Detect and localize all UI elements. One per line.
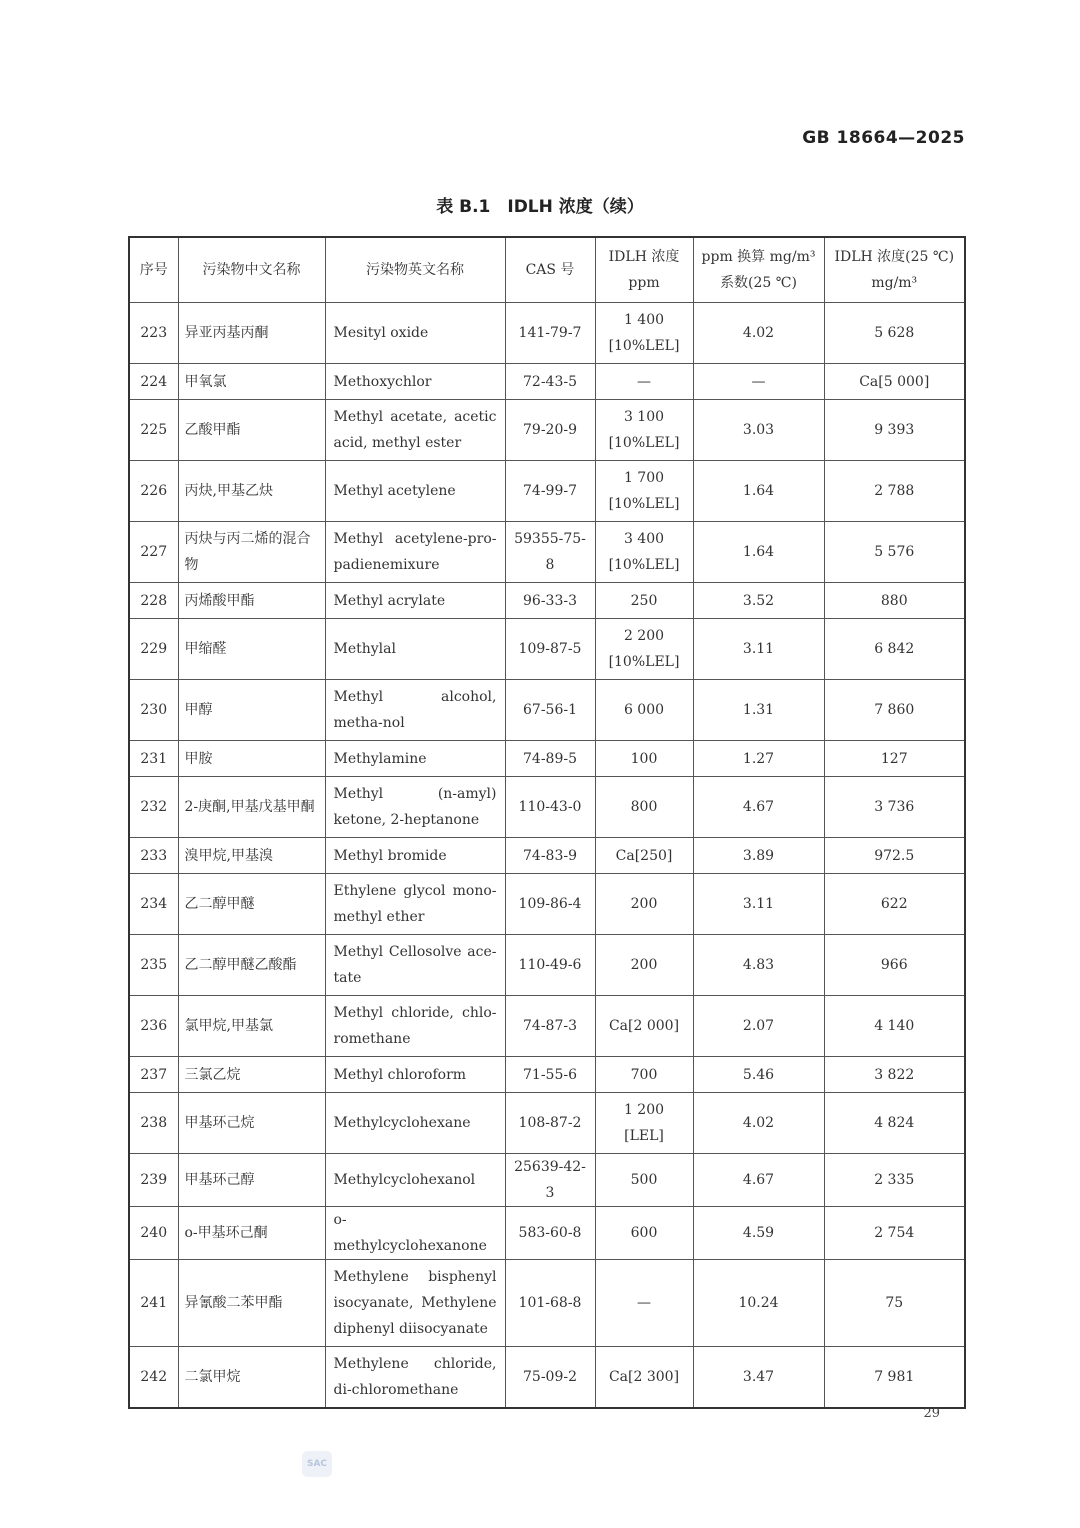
row-no: 227 [129,522,178,583]
row-english-name: Methylcyclohexanol [325,1154,505,1207]
row-cas: 109-86-4 [505,874,595,935]
row-no: 241 [129,1260,178,1347]
table-row [129,741,965,777]
table-row [129,1154,965,1207]
header-idlh-ppm-line1: IDLH 浓度 [608,249,680,265]
row-no: 230 [129,680,178,741]
row-factor: 5.46 [693,1057,824,1093]
row-chinese-name: 异亚丙基丙酮 [178,303,325,364]
row-idlh-ppm: 100 [595,741,693,777]
header-no: 序号 [129,237,178,303]
row-chinese-name: 丙烯酸甲酯 [178,583,325,619]
row-english-name: Methyl acetylene-pro-padienemixure [325,522,505,583]
row-factor: 3.89 [693,838,824,874]
row-idlh-ppm: 2 200 [10%LEL] [595,619,693,680]
header-idlh-ppm-line2: ppm [628,275,660,291]
row-idlh-mg: 2 335 [824,1154,965,1207]
table-row [129,364,965,400]
header-factor-line1: ppm 换算 mg/m³ [701,249,816,265]
table-row [129,777,965,838]
page-number: 29 [923,1406,940,1421]
row-cas: 108-87-2 [505,1093,595,1154]
table-row [129,874,965,935]
row-factor: 1.31 [693,680,824,741]
header-cas: CAS 号 [505,237,595,303]
row-cas: 67-56-1 [505,680,595,741]
row-idlh-ppm: Ca[250] [595,838,693,874]
row-english-name: Methyl acrylate [325,583,505,619]
row-idlh-mg: 5 628 [824,303,965,364]
row-idlh-mg: 4 824 [824,1093,965,1154]
row-cas: 75-09-2 [505,1347,595,1408]
row-chinese-name: 异氰酸二苯甲酯 [178,1260,325,1347]
row-chinese-name: 溴甲烷,甲基溴 [178,838,325,874]
row-idlh-mg: 7 860 [824,680,965,741]
row-english-name: Methyl Cellosolve ace-tate [325,935,505,996]
row-english-name: Methylal [325,619,505,680]
standard-number: GB 18664—2025 [802,128,965,148]
row-idlh-ppm: — [595,1260,693,1347]
row-idlh-ppm: 200 [595,935,693,996]
row-no: 236 [129,996,178,1057]
header-chinese-name: 污染物中文名称 [178,237,325,303]
row-no: 242 [129,1347,178,1408]
row-cas: 74-83-9 [505,838,595,874]
row-idlh-ppm: 1 200 [LEL] [595,1093,693,1154]
row-english-name: Mesityl oxide [325,303,505,364]
row-cas: 583-60-8 [505,1207,595,1260]
row-idlh-mg: 2 754 [824,1207,965,1260]
row-factor: 4.59 [693,1207,824,1260]
row-no: 234 [129,874,178,935]
row-no: 229 [129,619,178,680]
row-idlh-mg: 5 576 [824,522,965,583]
row-idlh-ppm: Ca[2 000] [595,996,693,1057]
row-chinese-name: 2-庚酮,甲基戊基甲酮 [178,777,325,838]
table-header-row [129,237,965,303]
row-idlh-ppm: 200 [595,874,693,935]
row-no: 233 [129,838,178,874]
header-idlh-mg [824,237,965,303]
row-factor: 4.67 [693,1154,824,1207]
row-idlh-mg: 2 788 [824,461,965,522]
row-idlh-ppm: 3 100 [10%LEL] [595,400,693,461]
row-english-name: Methylamine [325,741,505,777]
row-idlh-mg: 127 [824,741,965,777]
row-idlh-mg: 3 822 [824,1057,965,1093]
row-cas: 101-68-8 [505,1260,595,1347]
row-english-name: Methylcyclohexane [325,1093,505,1154]
table-row [129,1093,965,1154]
row-chinese-name: 甲基环己醇 [178,1154,325,1207]
row-no: 238 [129,1093,178,1154]
row-no: 223 [129,303,178,364]
row-factor: 10.24 [693,1260,824,1347]
row-cas: 74-99-7 [505,461,595,522]
row-english-name: Methyl (n-amyl) ketone, 2-heptanone [325,777,505,838]
row-no: 224 [129,364,178,400]
row-no: 228 [129,583,178,619]
row-cas: 74-87-3 [505,996,595,1057]
row-idlh-ppm: Ca[2 300] [595,1347,693,1408]
row-idlh-ppm: 6 000 [595,680,693,741]
row-factor: — [693,364,824,400]
row-english-name: Methyl chloride, chlo-romethane [325,996,505,1057]
header-factor [693,237,824,303]
row-no: 237 [129,1057,178,1093]
row-no: 235 [129,935,178,996]
header-idlh-mg-line2: mg/m³ [871,275,918,291]
row-idlh-mg: 4 140 [824,996,965,1057]
table-row [129,1347,965,1408]
row-chinese-name: 甲醇 [178,680,325,741]
row-idlh-mg: 622 [824,874,965,935]
row-chinese-name: 乙二醇甲醚 [178,874,325,935]
row-chinese-name: 甲缩醛 [178,619,325,680]
row-chinese-name: 丙炔与丙二烯的混合物 [178,522,325,583]
row-english-name: Methyl chloroform [325,1057,505,1093]
table-row [129,461,965,522]
row-chinese-name: o-甲基环己酮 [178,1207,325,1260]
row-chinese-name: 乙二醇甲醚乙酸酯 [178,935,325,996]
row-factor: 3.03 [693,400,824,461]
row-factor: 1.27 [693,741,824,777]
row-factor: 1.64 [693,522,824,583]
row-english-name: Methylene chloride, di-chloromethane [325,1347,505,1408]
row-idlh-ppm: — [595,364,693,400]
row-factor: 3.47 [693,1347,824,1408]
row-cas: 25639-42-3 [505,1154,595,1207]
row-cas: 79-20-9 [505,400,595,461]
row-cas: 110-43-0 [505,777,595,838]
row-cas: 59355-75-8 [505,522,595,583]
table-row [129,935,965,996]
table-row [129,400,965,461]
row-factor: 4.02 [693,1093,824,1154]
table-row [129,303,965,364]
row-chinese-name: 甲基环己烷 [178,1093,325,1154]
row-cas: 71-55-6 [505,1057,595,1093]
row-no: 225 [129,400,178,461]
row-idlh-ppm: 700 [595,1057,693,1093]
row-cas: 72-43-5 [505,364,595,400]
row-chinese-name: 氯甲烷,甲基氯 [178,996,325,1057]
row-idlh-ppm: 250 [595,583,693,619]
row-chinese-name: 二氯甲烷 [178,1347,325,1408]
row-cas: 110-49-6 [505,935,595,996]
row-cas: 74-89-5 [505,741,595,777]
row-idlh-mg: 7 981 [824,1347,965,1408]
table-row [129,583,965,619]
row-cas: 109-87-5 [505,619,595,680]
row-factor: 1.64 [693,461,824,522]
row-chinese-name: 三氯乙烷 [178,1057,325,1093]
row-cas: 141-79-7 [505,303,595,364]
row-english-name: Methylene bisphenyl isocyanate, Methylene diphenyl diisocyanate [325,1260,505,1347]
sac-watermark-logo: SAC [302,1451,332,1477]
header-idlh-mg-line1: IDLH 浓度(25 ℃) [834,249,955,265]
row-factor: 2.07 [693,996,824,1057]
table-caption: 表 B.1 IDLH 浓度（续） [436,197,644,217]
row-english-name: Methyl bromide [325,838,505,874]
row-idlh-ppm: 3 400 [10%LEL] [595,522,693,583]
row-idlh-mg: 3 736 [824,777,965,838]
row-idlh-mg: 966 [824,935,965,996]
row-factor: 3.11 [693,619,824,680]
table-row [129,522,965,583]
header-idlh-ppm [595,237,693,303]
row-idlh-mg: 6 842 [824,619,965,680]
table-row [129,619,965,680]
row-cas: 96-33-3 [505,583,595,619]
row-idlh-ppm: 500 [595,1154,693,1207]
row-chinese-name: 丙炔,甲基乙炔 [178,461,325,522]
row-idlh-ppm: 800 [595,777,693,838]
row-no: 232 [129,777,178,838]
table-row [129,996,965,1057]
row-idlh-mg: 880 [824,583,965,619]
row-english-name: Ethylene glycol mono-methyl ether [325,874,505,935]
row-factor: 3.52 [693,583,824,619]
row-idlh-mg: Ca[5 000] [824,364,965,400]
row-factor: 3.11 [693,874,824,935]
row-factor: 4.83 [693,935,824,996]
idlh-table [128,236,966,1409]
table-row [129,1057,965,1093]
table-row [129,680,965,741]
row-chinese-name: 甲胺 [178,741,325,777]
row-english-name: o-methylcyclohexanone [325,1207,505,1260]
table-row [129,1260,965,1347]
row-factor: 4.02 [693,303,824,364]
table-row [129,1207,965,1260]
row-idlh-ppm: 600 [595,1207,693,1260]
row-no: 231 [129,741,178,777]
row-idlh-ppm: 1 700 [10%LEL] [595,461,693,522]
header-factor-line2: 系数(25 ℃) [720,275,797,291]
row-no: 239 [129,1154,178,1207]
row-english-name: Methoxychlor [325,364,505,400]
row-chinese-name: 甲氧氯 [178,364,325,400]
row-factor: 4.67 [693,777,824,838]
row-chinese-name: 乙酸甲酯 [178,400,325,461]
row-english-name: Methyl acetate, acetic acid, methyl ester [325,400,505,461]
row-idlh-ppm: 1 400 [10%LEL] [595,303,693,364]
row-english-name: Methyl acetylene [325,461,505,522]
row-idlh-mg: 972.5 [824,838,965,874]
row-no: 240 [129,1207,178,1260]
table-row [129,838,965,874]
header-english-name: 污染物英文名称 [325,237,505,303]
row-english-name: Methyl alcohol, metha-nol [325,680,505,741]
row-no: 226 [129,461,178,522]
row-idlh-mg: 75 [824,1260,965,1347]
row-idlh-mg: 9 393 [824,400,965,461]
